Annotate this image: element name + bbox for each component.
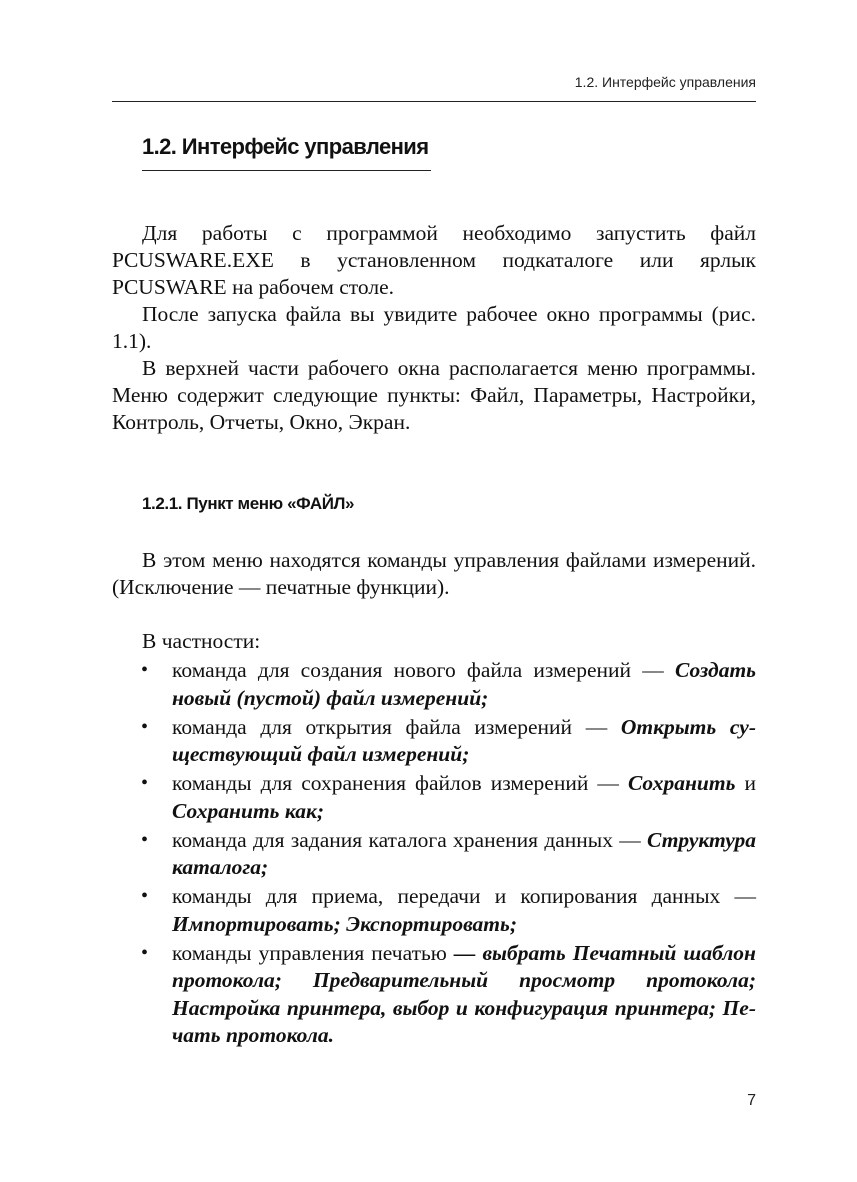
list-item [112,883,756,938]
list-item [112,657,756,712]
header-rule [112,101,756,102]
list-item-text: команды для приема, передачи и копирования данных — [172,884,756,908]
running-header: 1.2. Интерфейс управления [574,74,756,90]
list-item [112,940,756,1050]
section-title: 1.2. Интерфейс управления [142,134,429,159]
list-item-text: команда для задания каталога хранения данных — [172,827,648,852]
list-item [112,770,756,825]
file-menu-text [112,547,756,655]
list-item-command: Открыть существующий файл измерений; [172,714,756,766]
intro-text [112,220,756,436]
list-item-text: команда для создания нового файла измерений — [172,658,675,682]
intro-paragraph-1: Для работы с программой необходимо запустить файл PCUSWARE.EXE в установленном подкаталоге или ярлык PCUSWARE на рабочем столе. [112,221,756,299]
bullet-icon: • [141,885,149,907]
page-number: 7 [747,1092,756,1109]
list-item-command: Импортировать; Экспортировать; [172,911,517,936]
list-item-text: команды для сохранения файлов измерений — [172,771,628,795]
bullet-icon: • [141,941,149,964]
bullet-icon: • [141,715,149,738]
list-item [112,827,756,882]
list-item-command: Структура каталога; [172,827,756,879]
list-item-text: команды управления печатью [172,940,454,965]
intro-paragraph-3: В верхней части рабочего окна располагается меню программы. Меню содержит следующие пункты: Файл, Параметры, Настройки, Контроль, Отчеты, Окно, Экран. [112,356,756,434]
list-item [112,714,756,769]
list-item-text: команда для открытия файла измерений — [172,714,621,739]
list-item-command: — выбрать Печатный шаблон протокола; Предварительный просмотр протокола; Настройка принтера, выбор и конфигурация принтера; Печать протокола. [172,940,756,1047]
command-list [112,657,756,1051]
file-menu-paragraph: В этом меню находятся команды управления файлами измерений. (Исключение — печатные функции). [112,548,756,599]
bullet-icon: • [141,772,149,794]
bullet-icon: • [141,828,149,851]
list-item-joiner: и [735,771,756,795]
list-item-command: Сохранить [627,771,736,795]
list-item-command-2: Сохранить как; [172,798,325,823]
list-item-command: Создать новый (пустой) файл измерений; [172,658,756,710]
intro-paragraph-2: После запуска файла вы увидите рабочее окно программы (рис. 1.1). [112,302,756,353]
bullet-icon: • [141,659,149,681]
section-title-underline [142,170,431,171]
subsection-title: 1.2.1. Пункт меню «ФАЙЛ» [142,494,355,513]
file-menu-lead-in: В частности: [142,629,261,653]
